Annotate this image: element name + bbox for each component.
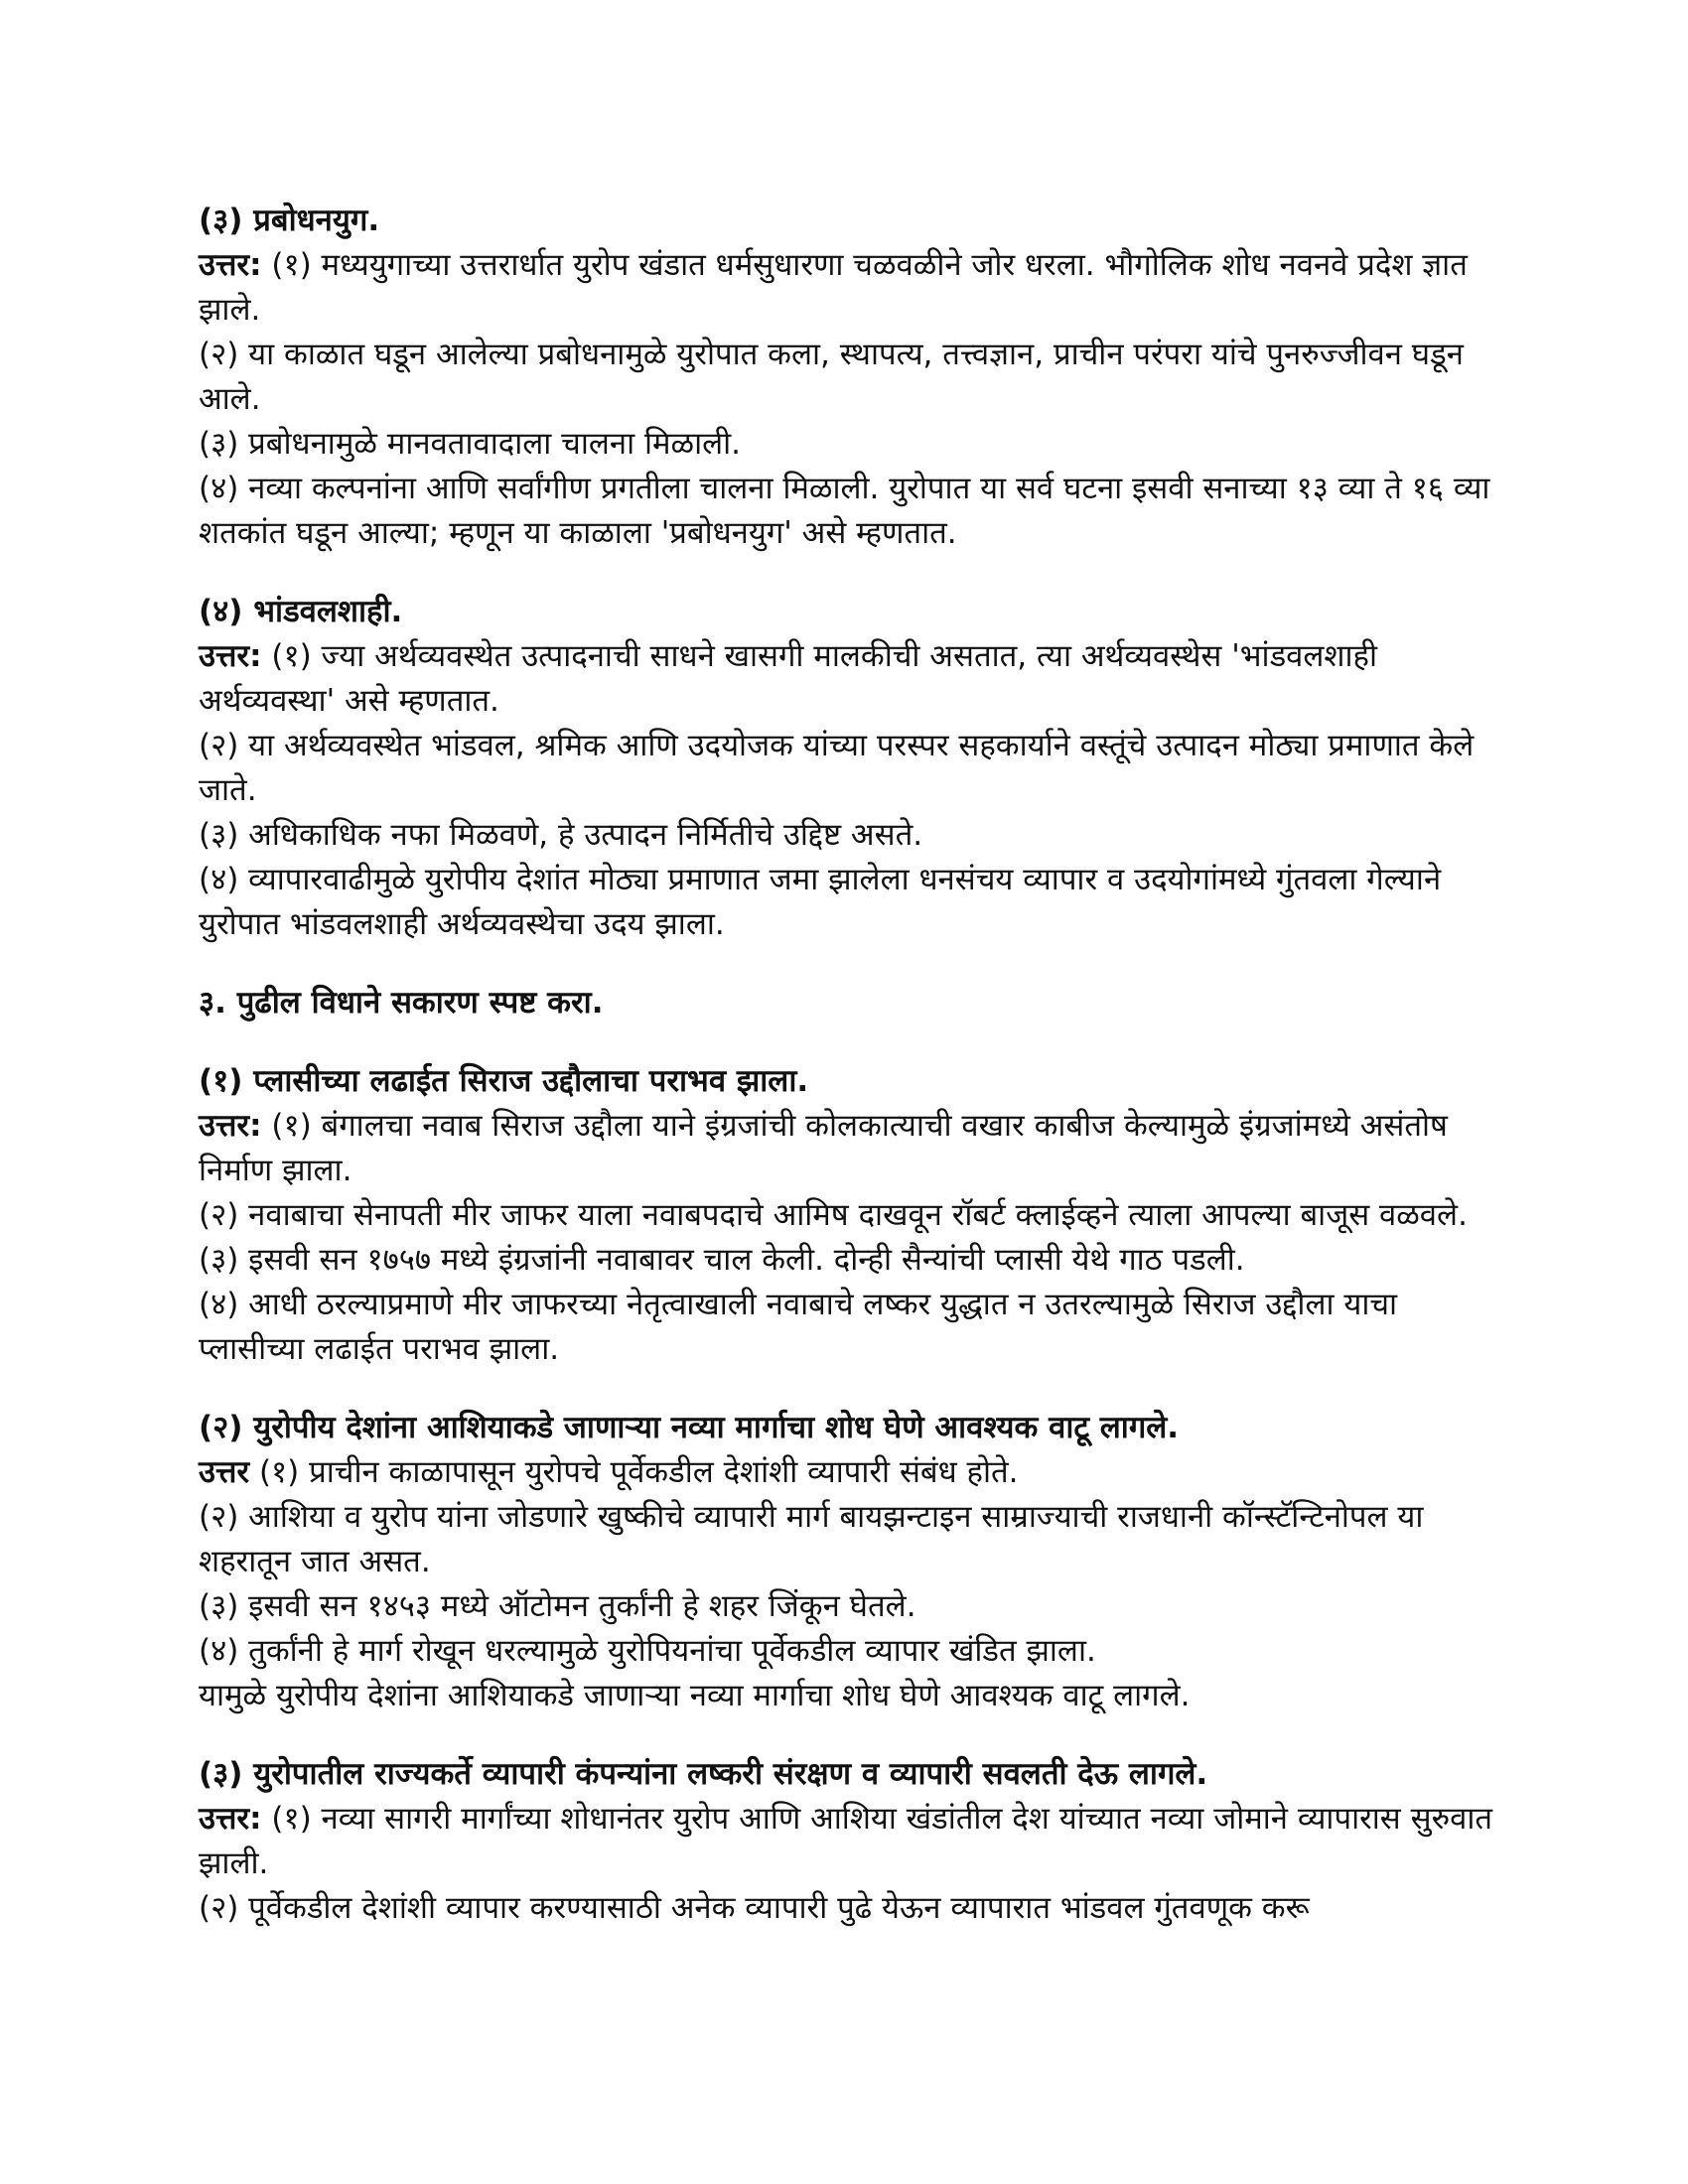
answer-line [199,1797,1509,1886]
answer-label: उत्तर: [199,1801,262,1837]
answer-line [199,1104,1509,1193]
reason-heading: (३) युरोपातील राज्यकर्ते व्यापारी कंपन्यांना लष्करी संरक्षण व व्यापारी सवलती देऊ लागले. [199,1756,1208,1792]
answer-text: (१) प्राचीन काळापासून युरोपचे पूर्वेकडील देशांशी व्यापारी संबंध होते. [249,1454,1019,1490]
question-3 [199,981,1509,1025]
reason-1 [199,1059,1509,1372]
answer-text: (१) मध्ययुगाच्या उत्तरार्धात युरोप खंडात धर्मसुधारणा चळवळीने जोर धरला. भौगोलिक शोध नवनवे प्रदेश ज्ञात झाले. [199,247,1468,328]
answer-line: (४) नव्या कल्पनांना आणि सर्वांगीण प्रगतीला चालना मिळाली. युरोपात या सर्व घटना इसवी सनाच्या १३ व्या ते १६ व्या शतकांत घडून आल्या; म्हणून या काळाला 'प्रबोधनयुग' असे म्हणतात. [199,471,1490,551]
answer-line: (३) अधिकाधिक नफा मिळवणे, हे उत्पादन निर्मितीचे उद्दिष्ट असते. [199,817,923,853]
answer-line: (३) इसवी सन १४५३ मध्ये ऑटोमन तुर्कांनी हे शहर जिंकून घेतले. [199,1588,916,1624]
answer-text: (१) बंगालचा नवाब सिराज उद्दौला याने इंग्रजांची कोलकात्याची वखार काबीज केल्यामुळे इंग्रजांमध्ये असंतोष निर्माण झाला. [199,1108,1448,1188]
answer-label: उत्तर: [199,247,262,283]
answer-line [199,243,1509,333]
reason-heading: (२) युरोपीय देशांना आशियाकडे जाणाऱ्या नव्या मार्गाचा शोध घेणे आवश्यक वाटू लागले. [199,1410,1180,1445]
answer-label: उत्तर: [199,638,262,674]
question-heading: ३. पुढील विधाने सकारण स्पष्ट करा. [199,985,604,1021]
answer-label: उत्तर: [199,1108,262,1144]
section-heading: (४) भांडवलशाही. [199,594,403,629]
answer-line: (२) या काळात घडून आलेल्या प्रबोधनामुळे युरोपात कला, स्थापत्य, तत्त्वज्ञान, प्राचीन परंपरा यांचे पुनरुज्जीवन घडून आले. [199,337,1464,417]
answer-label: उत्तर [199,1454,250,1490]
section-prabodhanyug [199,199,1509,556]
section-bhandavalshahi [199,590,1509,947]
answer-line: (२) आशिया व युरोप यांना जोडणारे खुष्कीचे व्यापारी मार्ग बायझन्टाइन साम्राज्याची राजधानी कॉन्स्टॅन्टिनोपल या शहरातून जात असत. [199,1499,1424,1579]
reason-3 [199,1752,1509,1931]
answer-line: (२) या अर्थव्यवस्थेत भांडवल, श्रमिक आणि उदयोजक यांच्या परस्पर सहकार्याने वस्तूंचे उत्पादन मोठ्या प्रमाणात केले जाते. [199,728,1475,808]
answer-text: (१) ज्या अर्थव्यवस्थेत उत्पादनाची साधने खासगी मालकीची असतात, त्या अर्थव्यवस्थेस 'भांडवलशाही अर्थव्यवस्था' असे म्हणतात. [199,638,1378,719]
answer-line: (४) तुर्कांनी हे मार्ग रोखून धरल्यामुळे युरोपियनांचा पूर्वेकडील व्यापार खंडित झाला. [199,1633,1096,1669]
answer-line: (२) नवाबाचा सेनापती मीर जाफर याला नवाबपदाचे आमिष दाखवून रॉबर्ट क्लाईव्हने त्याला आपल्या बाजूस वळवले. [199,1197,1468,1233]
answer-line: (३) इसवी सन १७५७ मध्ये इंग्रजांनी नवाबावर चाल केली. दोन्ही सैन्यांची प्लासी येथे गाठ पडली. [199,1242,1245,1278]
document-page [199,199,1509,1965]
answer-line: (२) पूर्वेकडील देशांशी व्यापार करण्यासाठी अनेक व्यापारी पुढे येऊन व्यापारात भांडवल गुंतवणूक करू [199,1890,1310,1926]
reason-2 [199,1406,1509,1718]
answer-line: (४) आधी ठरल्याप्रमाणे मीर जाफरच्या नेतृत्वाखाली नवाबाचे लष्कर युद्धात न उतरल्यामुळे सिराज उद्दौला याचा प्लासीच्या लढाईत पराभव झाला. [199,1287,1398,1367]
answer-line: (४) व्यापारवाढीमुळे युरोपीय देशांत मोठ्या प्रमाणात जमा झालेला धनसंचय व्यापार व उदयोगांमध्ये गुंतवला गेल्याने युरोपात भांडवलशाही अर्थव्यवस्थेचा उदय झाला. [199,862,1442,942]
section-heading: (३) प्रबोधनयुग. [199,203,380,238]
answer-line [199,1450,1509,1495]
answer-text: (१) नव्या सागरी मार्गांच्या शोधानंतर युरोप आणि आशिया खंडांतील देश यांच्यात नव्या जोमाने व्यापारास सुरुवात झाली. [199,1801,1493,1881]
reason-heading: (१) प्लासीच्या लढाईत सिराज उद्दौलाचा पराभव झाला. [199,1063,809,1099]
answer-line: (३) प्रबोधनामुळे मानवतावादाला चालना मिळाली. [199,426,742,462]
answer-line: यामुळे युरोपीय देशांना आशियाकडे जाणाऱ्या नव्या मार्गाचा शोध घेणे आवश्यक वाटू लागले. [199,1678,1191,1713]
answer-line [199,634,1509,724]
